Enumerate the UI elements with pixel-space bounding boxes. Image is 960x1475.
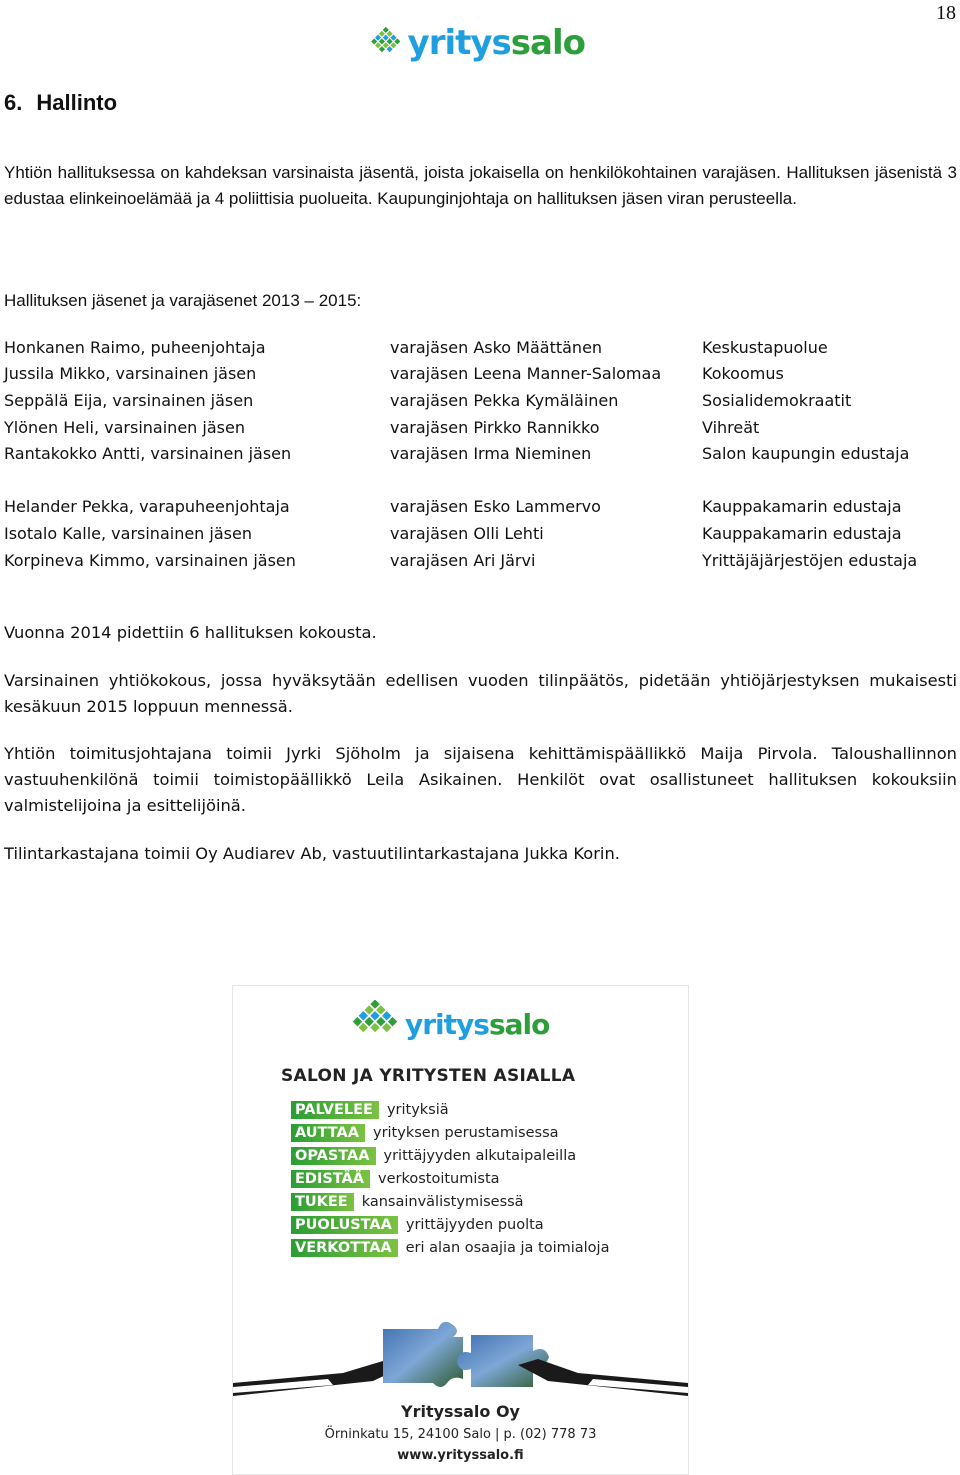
pixel-square-logo-icon	[370, 14, 402, 72]
yrityssalo-logo	[370, 12, 585, 74]
members-heading: Hallituksen jäsenet ja varajäsenet 2013 – 2015:	[4, 291, 362, 310]
ad-service-list	[291, 1098, 609, 1259]
company-name: Yrityssalo Oy	[401, 1402, 520, 1421]
ad-headline: SALON JA YRITYSTEN ASIALLA	[281, 1066, 576, 1086]
list-item: AUTTAA yrityksen perustamisessa	[291, 1121, 609, 1144]
ad-logo-wordmark: yrityssalo	[405, 1007, 550, 1041]
yrityssalo-advertisement	[232, 985, 689, 1475]
list-item: OPASTAA yrittäjyyden alkutaipaleilla	[291, 1144, 609, 1167]
member-row: Jussila Mikko, varsinainen jäsen varajäsen Leena Manner-Salomaa Kokoomus	[4, 364, 784, 384]
ad-logo	[351, 1000, 549, 1048]
management-paragraph: Yhtiön toimitusjohtajana toimii Jyrki Sjöholm ja sijaisena kehittämispäällikkö Maija Pirvola. Taloushallinnon vastuuhenkilönä toimii toimistopäällikkö Leila Asikainen. Henkilöt ovat osallistuneet hallituksen kokouksiin valmistelijoina ja esittelijöinä.	[4, 744, 957, 815]
meetings-paragraph: Vuonna 2014 pidettiin 6 hallituksen kokousta.	[4, 623, 377, 642]
section-heading: Hallinto	[36, 90, 118, 115]
auditor-paragraph: Tilintarkastajana toimii Oy Audiarev Ab, vastuutilintarkastajana Jukka Korin.	[4, 844, 620, 863]
member-row: Helander Pekka, varapuheenjohtaja varajäsen Esko Lammervo Kauppakamarin edustaja	[4, 497, 902, 517]
member-row: Seppälä Eija, varsinainen jäsen varajäsen Pekka Kymäläinen Sosialidemokraatit	[4, 390, 852, 410]
page-number: 18	[936, 2, 956, 24]
intro-paragraph: Yhtiön hallituksessa on kahdeksan varsinaista jäsentä, joista jokaisella on henkilökohtainen varajäsen. Hallituksen jäsenistä 3 edustaa elinkeinoelämää ja 4 poliittisia puolueita. Kaupunginjohtaja on hallituksen jäsen viran perusteella.	[4, 163, 957, 208]
member-row: Rantakokko Antti, varsinainen jäsen varajäsen Irma Nieminen Salon kaupungin edustaja	[4, 444, 910, 464]
list-item: EDISTÄÄ verkostoitumista	[291, 1167, 609, 1190]
member-row: Ylönen Heli, varsinainen jäsen varajäsen Pirkko Rannikko Vihreät	[4, 417, 760, 437]
board-members-list	[4, 334, 960, 573]
list-item: PALVELEE yrityksiä	[291, 1098, 609, 1121]
ad-company-info	[233, 1392, 688, 1474]
list-item: VERKOTTAA eri alan osaajia ja toimialoja	[291, 1236, 609, 1259]
section-title	[4, 90, 117, 116]
section-number: 6.	[4, 90, 23, 115]
handshake-puzzle-image	[233, 1321, 688, 1396]
list-item: PUOLUSTAA yrittäjyyden puolta	[291, 1213, 609, 1236]
member-row: Honkanen Raimo, puheenjohtaja varajäsen Asko Määttänen Keskustapuolue	[4, 337, 828, 357]
company-website: www.yrityssalo.fi	[397, 1448, 524, 1463]
pixel-square-logo-icon	[351, 1000, 399, 1048]
member-row: Korpineva Kimmo, varsinainen jäsen varajäsen Ari Järvi Yrittäjäjärjestöjen edustaja	[4, 550, 918, 570]
company-address: Örninkatu 15, 24100 Salo | p. (02) 778 73	[324, 1427, 597, 1442]
list-item: TUKEE kansainvälistymisessä	[291, 1190, 609, 1213]
logo-wordmark: yrityssalo	[407, 23, 585, 63]
agm-paragraph: Varsinainen yhtiökokous, jossa hyväksytään edellisen vuoden tilinpäätös, pidetään yhtiöjärjestyksen mukaisesti kesäkuun 2015 loppuun mennessä.	[4, 671, 957, 716]
member-row: Isotalo Kalle, varsinainen jäsen varajäsen Olli Lehti Kauppakamarin edustaja	[4, 523, 902, 543]
